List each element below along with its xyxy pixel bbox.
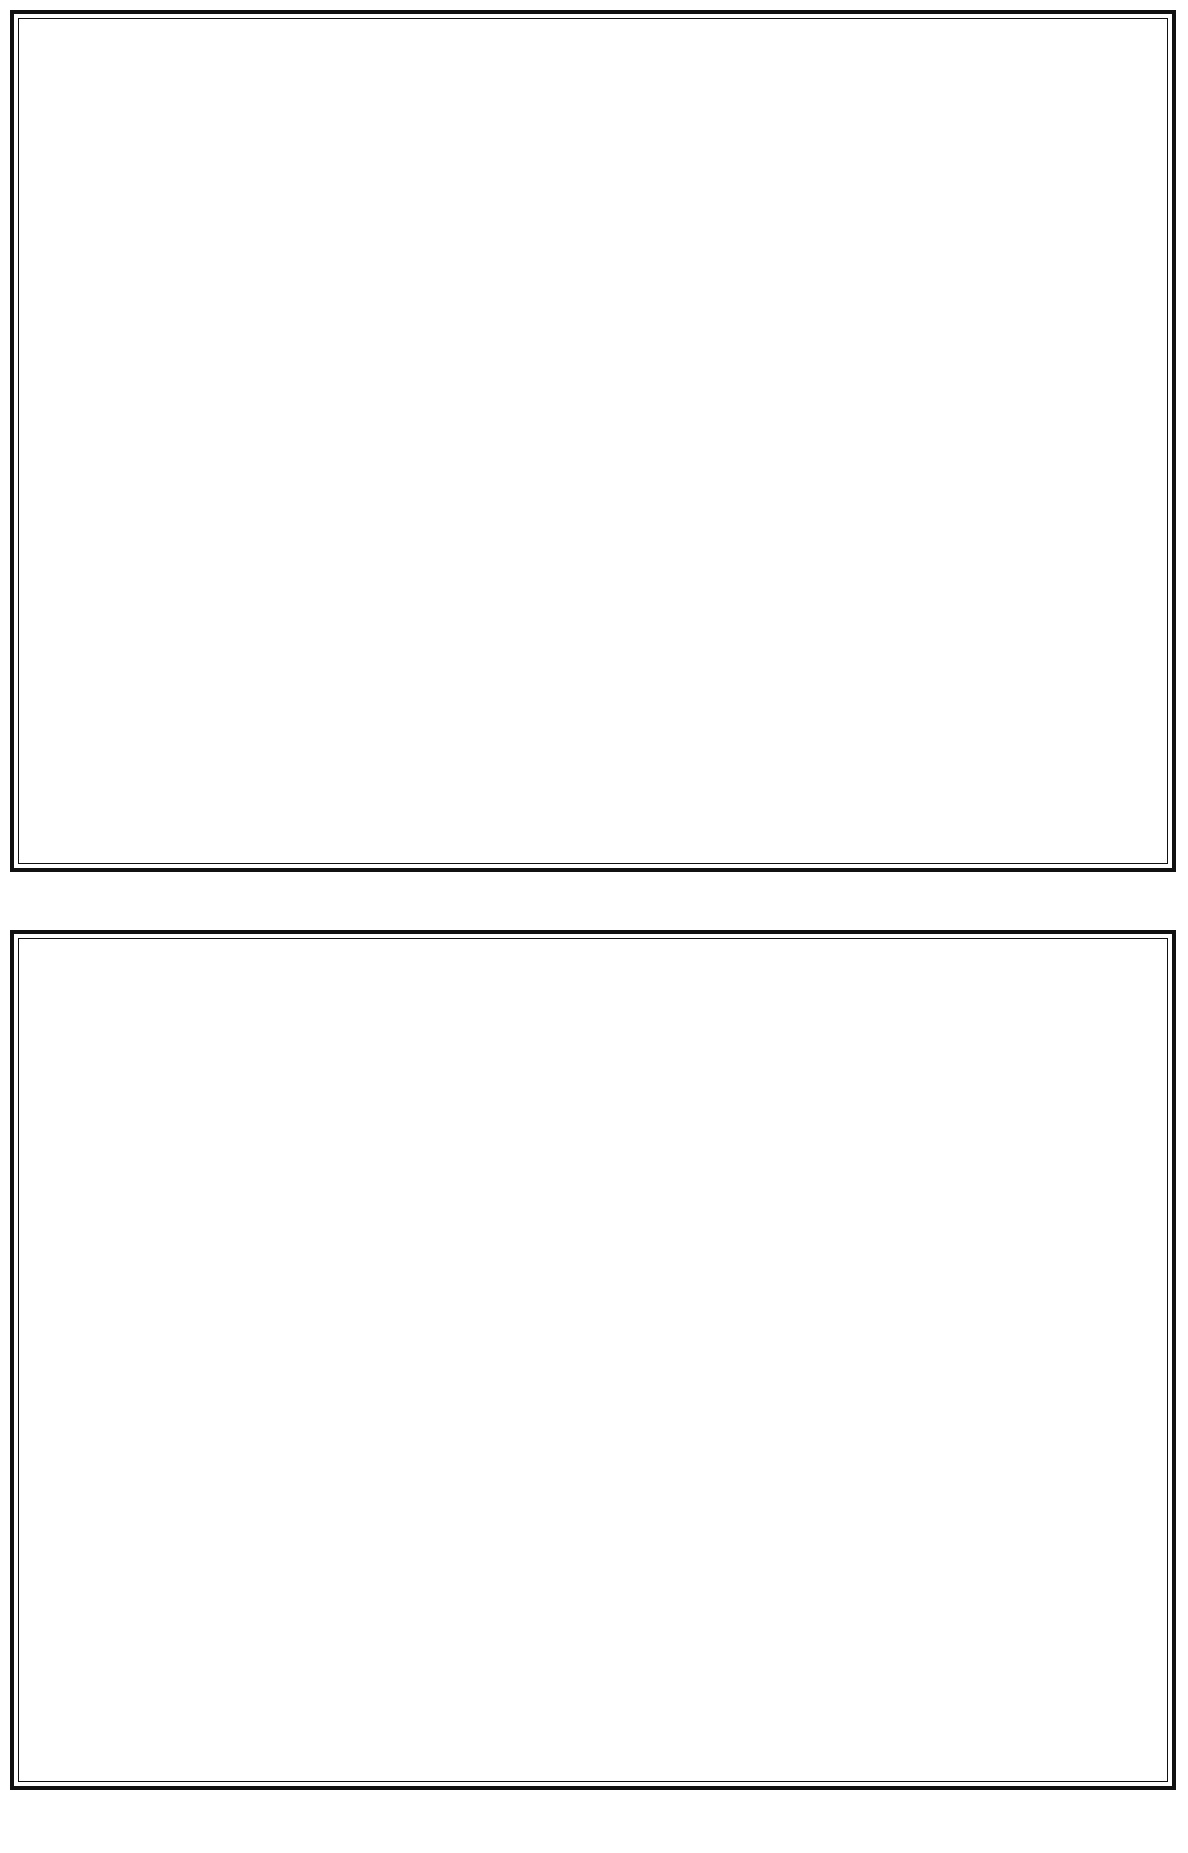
top-page-frame: [18, 18, 1168, 864]
bottom-page-frame: [18, 938, 1168, 1782]
bottom-page: [10, 930, 1176, 1790]
top-page: [10, 10, 1176, 872]
